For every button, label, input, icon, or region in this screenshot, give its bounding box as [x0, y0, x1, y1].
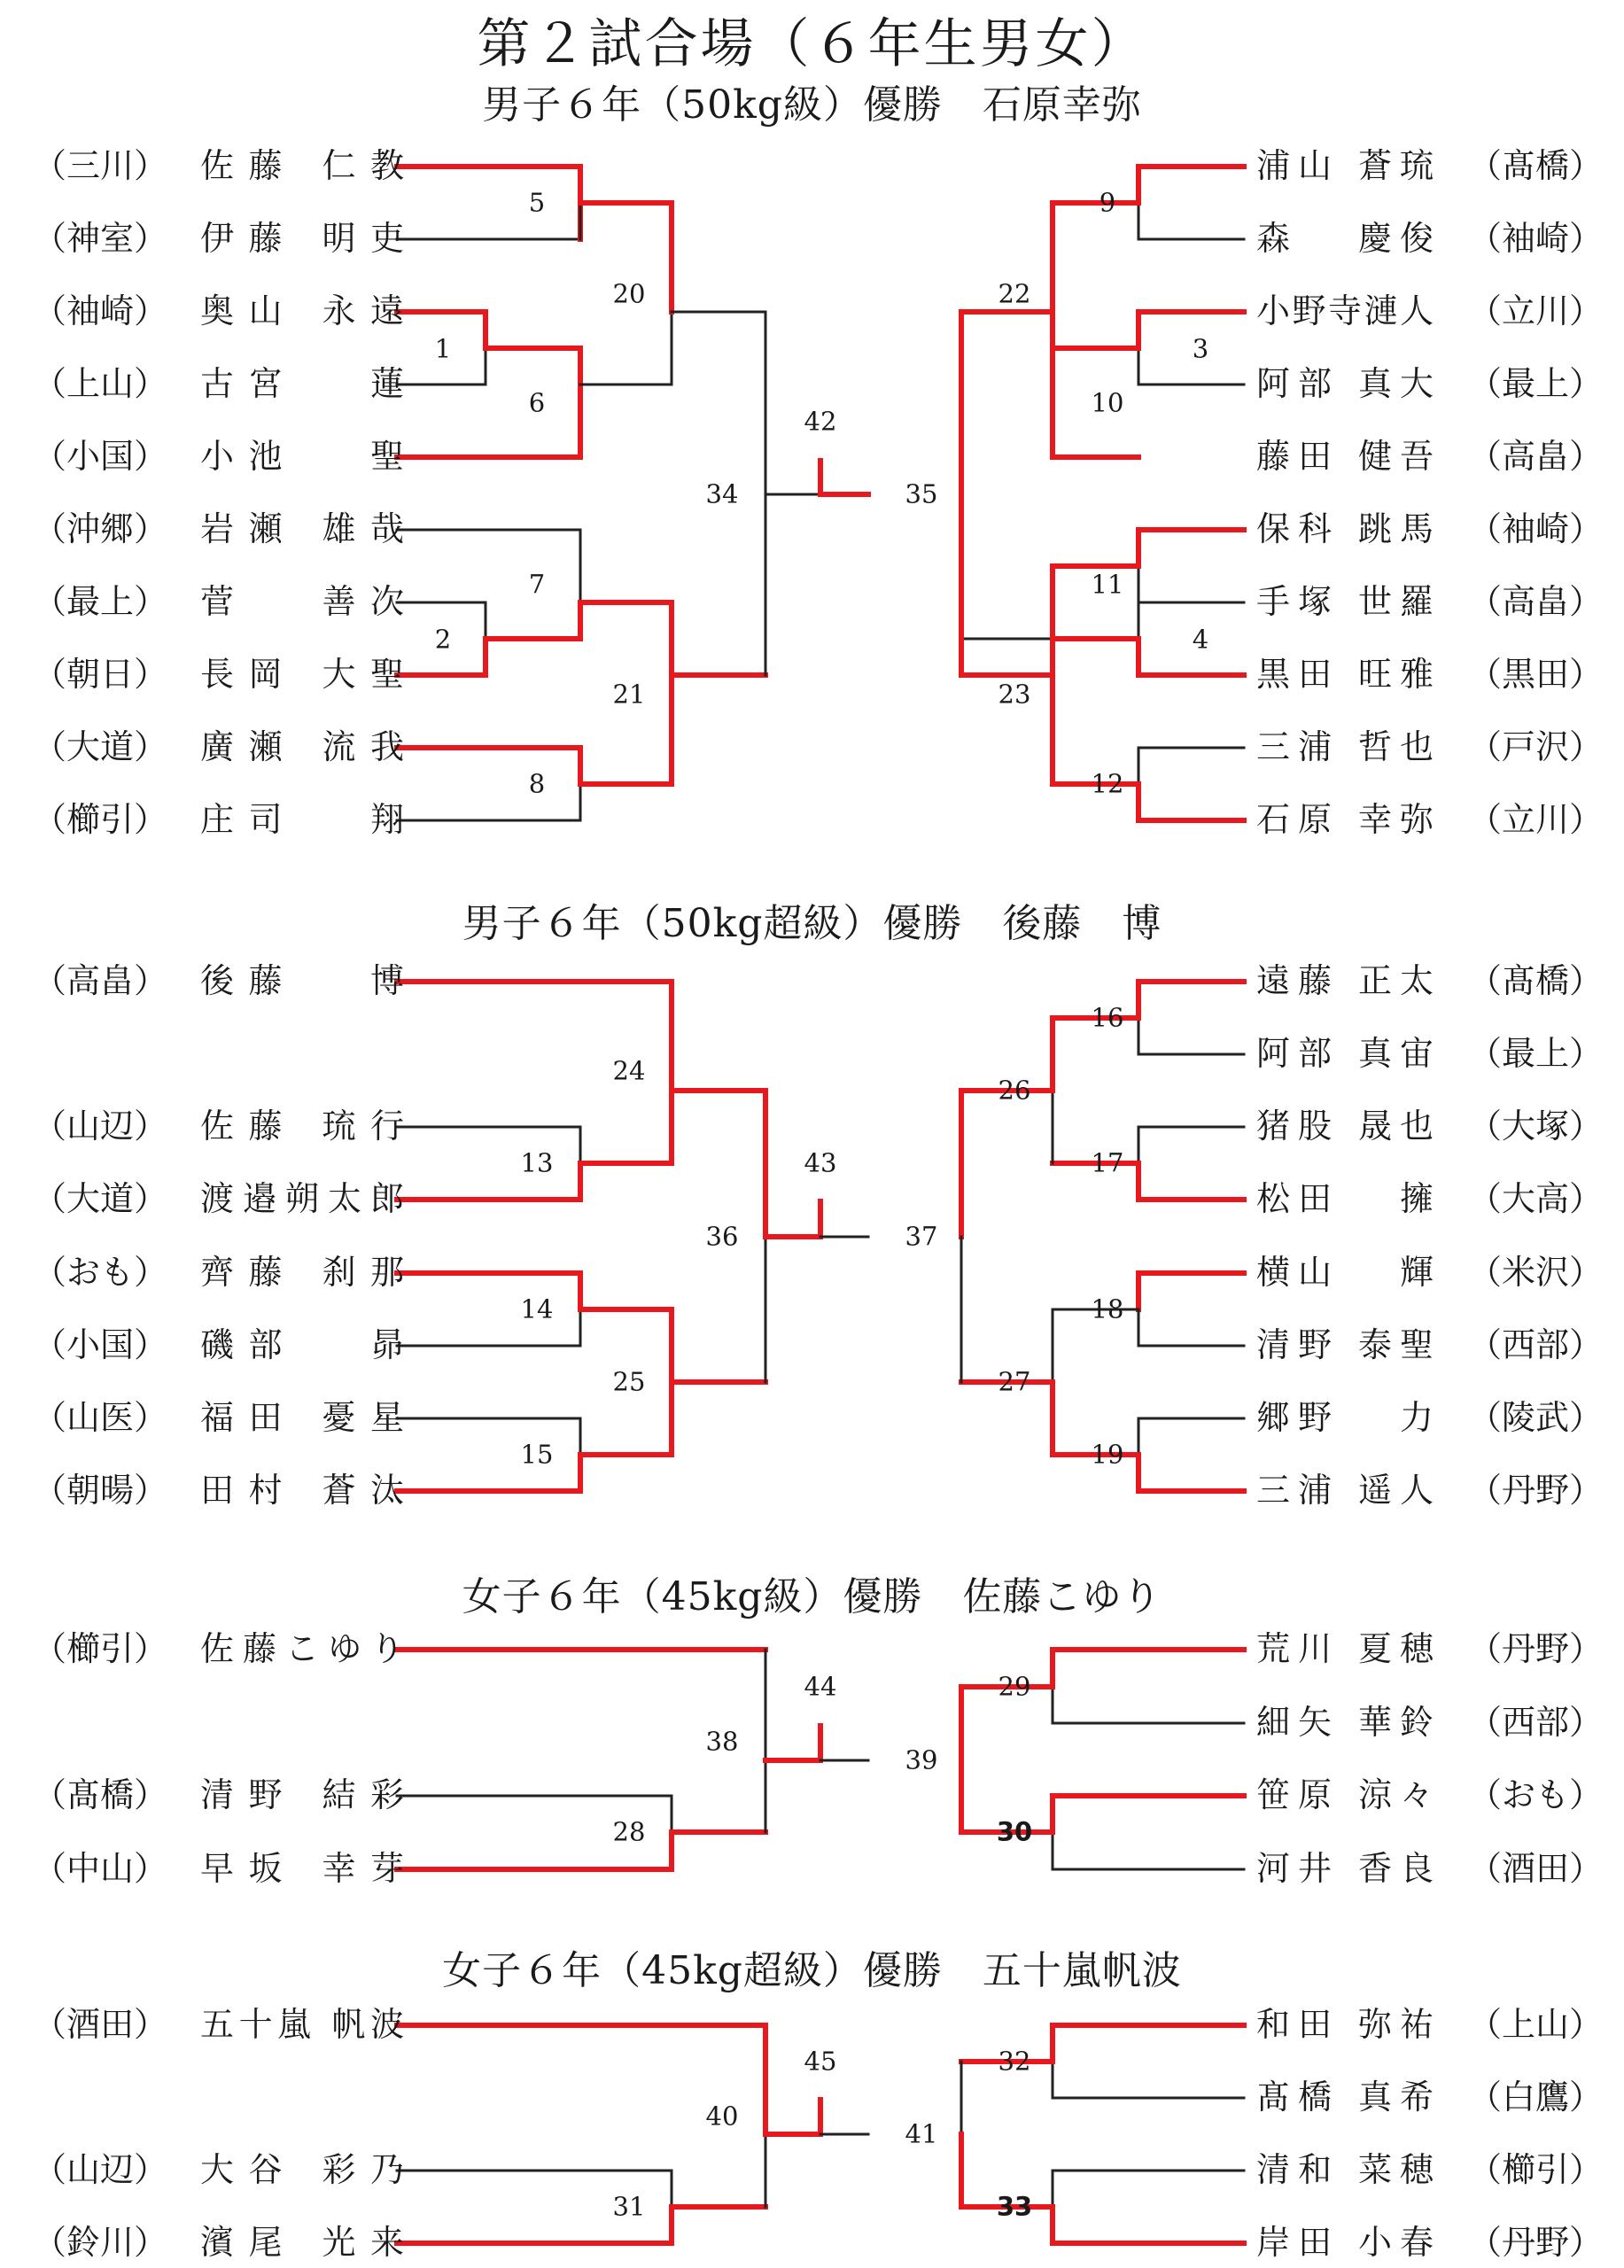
competitor-name: 清野 泰聖 — [1256, 1325, 1434, 1364]
competitor-name: 阿部 真宙 — [1256, 1034, 1434, 1073]
school-label: （おも） — [32, 1253, 167, 1292]
school-label: （山辺） — [32, 1107, 167, 1146]
match-number: 17 — [1091, 1147, 1124, 1178]
competitor-name: 三浦 遥人 — [1256, 1471, 1434, 1510]
school-label: （西部） — [1467, 1703, 1603, 1742]
competitor-name: 荒川 夏穂 — [1256, 1629, 1434, 1668]
school-label: （袖崎） — [32, 291, 167, 330]
competitor-name: 石原 幸弥 — [1256, 800, 1434, 839]
school-label: （丹野） — [1467, 2223, 1603, 2262]
section-title-boys-50plus: 男子６年（50kg超級）優勝 後藤 博 — [462, 901, 1162, 946]
competitor-name: 浦山 蒼琉 — [1256, 146, 1434, 185]
school-label: （丹野） — [1467, 1629, 1603, 1668]
competitor-name: 田村 蒼汰 — [200, 1471, 404, 1510]
school-label: （袖崎） — [1467, 219, 1603, 258]
match-number: 6 — [528, 387, 546, 418]
school-label: （山医） — [32, 1398, 167, 1437]
match-number: 18 — [1091, 1293, 1124, 1324]
school-label: （高畠） — [1467, 582, 1603, 621]
school-label: （髙橋） — [1467, 146, 1603, 185]
match-number: 14 — [520, 1293, 554, 1324]
match-number: 37 — [905, 1221, 938, 1252]
school-label: （高畠） — [1467, 437, 1603, 476]
school-label: （黒田） — [1467, 655, 1603, 694]
competitor-name: 藤田 健吾 — [1256, 437, 1434, 476]
match-number: 27 — [998, 1366, 1031, 1397]
competitor-name: 古宮 蓮 — [200, 364, 404, 403]
match-number: 26 — [998, 1075, 1031, 1106]
school-label: （丹野） — [1467, 1471, 1603, 1510]
school-label: （櫛引） — [32, 1629, 167, 1668]
school-label: （上山） — [1467, 2005, 1603, 2044]
school-label: （陵武） — [1467, 1398, 1603, 1437]
match-number: 20 — [612, 278, 646, 309]
match-number: 25 — [612, 1366, 646, 1397]
match-number: 4 — [1192, 624, 1209, 655]
competitor-name: 猪股 晟也 — [1256, 1107, 1434, 1146]
school-label: （米沢） — [1467, 1253, 1603, 1292]
competitor-name: 遠藤 正太 — [1256, 961, 1434, 1000]
school-label: （最上） — [1467, 1034, 1603, 1073]
match-number: 3 — [1192, 333, 1209, 364]
section-title-girls-45: 女子６年（45kg級）優勝 佐藤こゆり — [462, 1574, 1162, 1619]
match-number: 31 — [612, 2191, 646, 2222]
competitor-name: 廣瀬 流我 — [200, 727, 404, 766]
competitor-name: 横山 輝 — [1256, 1253, 1434, 1292]
competitor-name: 河井 香良 — [1256, 1849, 1434, 1888]
competitor-name: 早坂 幸芽 — [200, 1849, 404, 1888]
competitor-name: 齊藤 刹那 — [200, 1253, 404, 1292]
competitor-name: 清野 結彩 — [200, 1775, 404, 1814]
match-number: 42 — [804, 406, 837, 437]
school-label: （三川） — [32, 146, 167, 185]
match-number: 9 — [1099, 187, 1116, 218]
school-label: （朝暘） — [32, 1471, 167, 1510]
school-label: （鈴川） — [32, 2223, 167, 2262]
competitor-name: 岩瀬 雄哉 — [200, 509, 404, 548]
section-title-girls-45plus: 女子６年（45kg超級）優勝 五十嵐帆波 — [442, 1948, 1182, 1993]
competitor-name: 三浦 哲也 — [1256, 727, 1434, 766]
match-number: 22 — [998, 278, 1031, 309]
competitor-name: 清和 菜穂 — [1256, 2150, 1434, 2189]
match-number: 33 — [996, 2191, 1033, 2222]
competitor-name: 森 慶俊 — [1256, 219, 1434, 258]
competitor-name: 庄司 翔 — [200, 800, 404, 839]
competitor-name: 濱尾 光来 — [200, 2223, 404, 2262]
school-label: （朝日） — [32, 655, 167, 694]
competitor-name: 五十嵐 帆波 — [200, 2005, 404, 2044]
competitor-name: 小池 聖 — [200, 437, 404, 476]
competitor-name: 佐藤こゆり — [200, 1629, 404, 1668]
match-number: 34 — [705, 478, 739, 509]
match-number: 13 — [520, 1147, 554, 1178]
match-number: 41 — [905, 2118, 938, 2149]
school-label: （大高） — [1467, 1179, 1603, 1218]
match-number: 38 — [705, 1726, 739, 1757]
match-number: 16 — [1091, 1002, 1124, 1033]
match-number: 11 — [1091, 569, 1124, 600]
competitor-name: 菅 善次 — [200, 582, 404, 621]
school-label: （山辺） — [32, 2150, 167, 2189]
school-label: （上山） — [32, 364, 167, 403]
match-number: 45 — [804, 2046, 837, 2077]
competitor-name: 後藤 博 — [200, 961, 404, 1000]
competitor-name: 松田 擁 — [1256, 1179, 1434, 1218]
school-label: （大塚） — [1467, 1107, 1603, 1146]
school-label: （沖郷） — [32, 509, 167, 548]
match-number: 12 — [1091, 768, 1124, 799]
school-label: （大道） — [32, 1179, 167, 1218]
competitor-name: 佐藤 仁教 — [200, 146, 404, 185]
competitor-name: 保科 跳馬 — [1256, 509, 1434, 548]
competitor-name: 磯部 昴 — [200, 1325, 404, 1364]
competitor-name: 和田 弥祐 — [1256, 2005, 1434, 2044]
competitor-name: 伊藤 明吏 — [200, 219, 404, 258]
competitor-name: 細矢 華鈴 — [1256, 1703, 1434, 1742]
match-number: 39 — [905, 1744, 938, 1775]
school-label: （戸沢） — [1467, 727, 1603, 766]
school-label: （髙橋） — [32, 1775, 167, 1814]
competitor-name: 髙橋 真希 — [1256, 2078, 1434, 2117]
school-label: （小国） — [32, 1325, 167, 1364]
school-label: （櫛引） — [32, 800, 167, 839]
competitor-name: 笹原 涼々 — [1256, 1775, 1434, 1814]
page-title: 第２試合場（６年生男女） — [477, 13, 1147, 75]
school-label: （大道） — [32, 727, 167, 766]
match-number: 8 — [528, 768, 546, 799]
competitor-name: 黒田 旺雅 — [1256, 655, 1434, 694]
competitor-name: 岸田 小春 — [1256, 2223, 1434, 2262]
match-number: 44 — [804, 1671, 837, 1702]
match-number: 30 — [996, 1816, 1033, 1847]
school-label: （おも） — [1467, 1775, 1603, 1814]
competitor-name: 郷野 力 — [1256, 1398, 1434, 1437]
match-number: 43 — [804, 1147, 837, 1178]
match-number: 15 — [520, 1439, 554, 1470]
match-number: 2 — [434, 624, 452, 655]
school-label: （西部） — [1467, 1325, 1603, 1364]
match-number: 35 — [905, 478, 938, 509]
match-number: 21 — [612, 679, 646, 710]
competitor-name: 佐藤 琉行 — [200, 1107, 404, 1146]
school-label: （酒田） — [1467, 1849, 1603, 1888]
match-number: 1 — [434, 333, 452, 364]
match-number: 28 — [612, 1816, 646, 1847]
competitor-name: 奥山 永遠 — [200, 291, 404, 330]
competitor-name: 手塚 世羅 — [1256, 582, 1434, 621]
school-label: （小国） — [32, 437, 167, 476]
school-label: （櫛引） — [1467, 2150, 1603, 2189]
school-label: （中山） — [32, 1849, 167, 1888]
match-number: 23 — [998, 679, 1031, 710]
match-number: 10 — [1091, 387, 1124, 418]
match-number: 7 — [528, 569, 546, 600]
school-label: （最上） — [32, 582, 167, 621]
school-label: （立川） — [1467, 291, 1603, 330]
match-number: 40 — [705, 2101, 739, 2132]
section-title-boys-50: 男子６年（50kg級）優勝 石原幸弥 — [482, 82, 1142, 128]
match-number: 32 — [998, 2046, 1031, 2077]
competitor-name: 渡邉朔太郎 — [200, 1179, 404, 1218]
competitor-name: 福田 憂星 — [200, 1398, 404, 1437]
match-number: 36 — [705, 1221, 739, 1252]
competitor-name: 阿部 真大 — [1256, 364, 1434, 403]
school-label: （高畠） — [32, 961, 167, 1000]
school-label: （最上） — [1467, 364, 1603, 403]
match-number: 5 — [528, 187, 546, 218]
school-label: （髙橋） — [1467, 961, 1603, 1000]
competitor-name: 長岡 大聖 — [200, 655, 404, 694]
competitor-name: 小野寺漣人 — [1256, 291, 1434, 330]
school-label: （白鷹） — [1467, 2078, 1603, 2117]
school-label: （袖崎） — [1467, 509, 1603, 548]
school-label: （酒田） — [32, 2005, 167, 2044]
match-number: 19 — [1091, 1439, 1124, 1470]
school-label: （神室） — [32, 219, 167, 258]
match-number: 24 — [612, 1055, 646, 1086]
match-number: 29 — [998, 1671, 1031, 1702]
competitor-name: 大谷 彩乃 — [200, 2150, 404, 2189]
school-label: （立川） — [1467, 800, 1603, 839]
